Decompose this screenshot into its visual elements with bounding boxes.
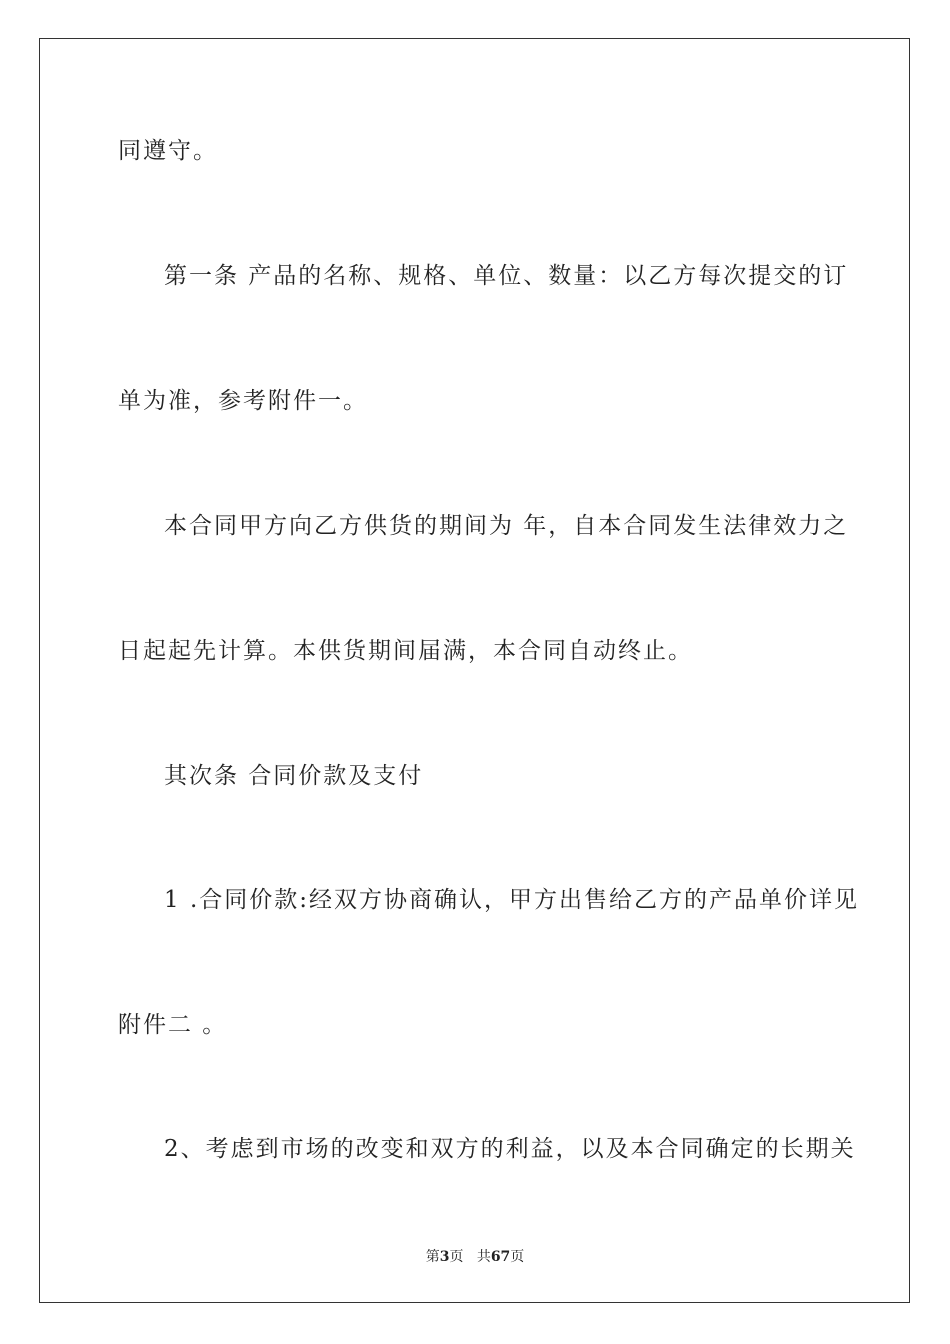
page-footer bbox=[0, 1246, 950, 1266]
body-line-9: 2、考虑到市场的改变和双方的利益，以及本合同确定的长期关 bbox=[164, 1136, 856, 1162]
total-suffix: 页 bbox=[510, 1249, 525, 1265]
page-border bbox=[39, 38, 910, 1303]
page-suffix: 页 bbox=[449, 1249, 464, 1265]
body-line-1: 同遵守。 bbox=[118, 138, 218, 164]
section-heading: 其次条 合同价款及支付 bbox=[164, 763, 424, 789]
total-pages: 67 bbox=[490, 1249, 511, 1265]
body-line-7: 1 .合同价款:经双方协商确认，甲方出售给乙方的产品单价详见 bbox=[164, 887, 860, 913]
body-line-5: 日起起先计算。本供货期间届满，本合同自动终止。 bbox=[118, 638, 693, 664]
total-prefix: 共 bbox=[476, 1249, 491, 1265]
page-number: 3 bbox=[439, 1249, 450, 1265]
body-line-4: 本合同甲方向乙方供货的期间为 年，自本合同发生法律效力之 bbox=[164, 513, 849, 539]
body-line-2: 第一条 产品的名称、规格、单位、数量：以乙方每次提交的订 bbox=[164, 263, 849, 289]
body-line-3: 单为准，参考附件一。 bbox=[118, 388, 368, 414]
body-line-8: 附件二 。 bbox=[118, 1012, 228, 1038]
page-prefix: 第 bbox=[425, 1249, 440, 1265]
